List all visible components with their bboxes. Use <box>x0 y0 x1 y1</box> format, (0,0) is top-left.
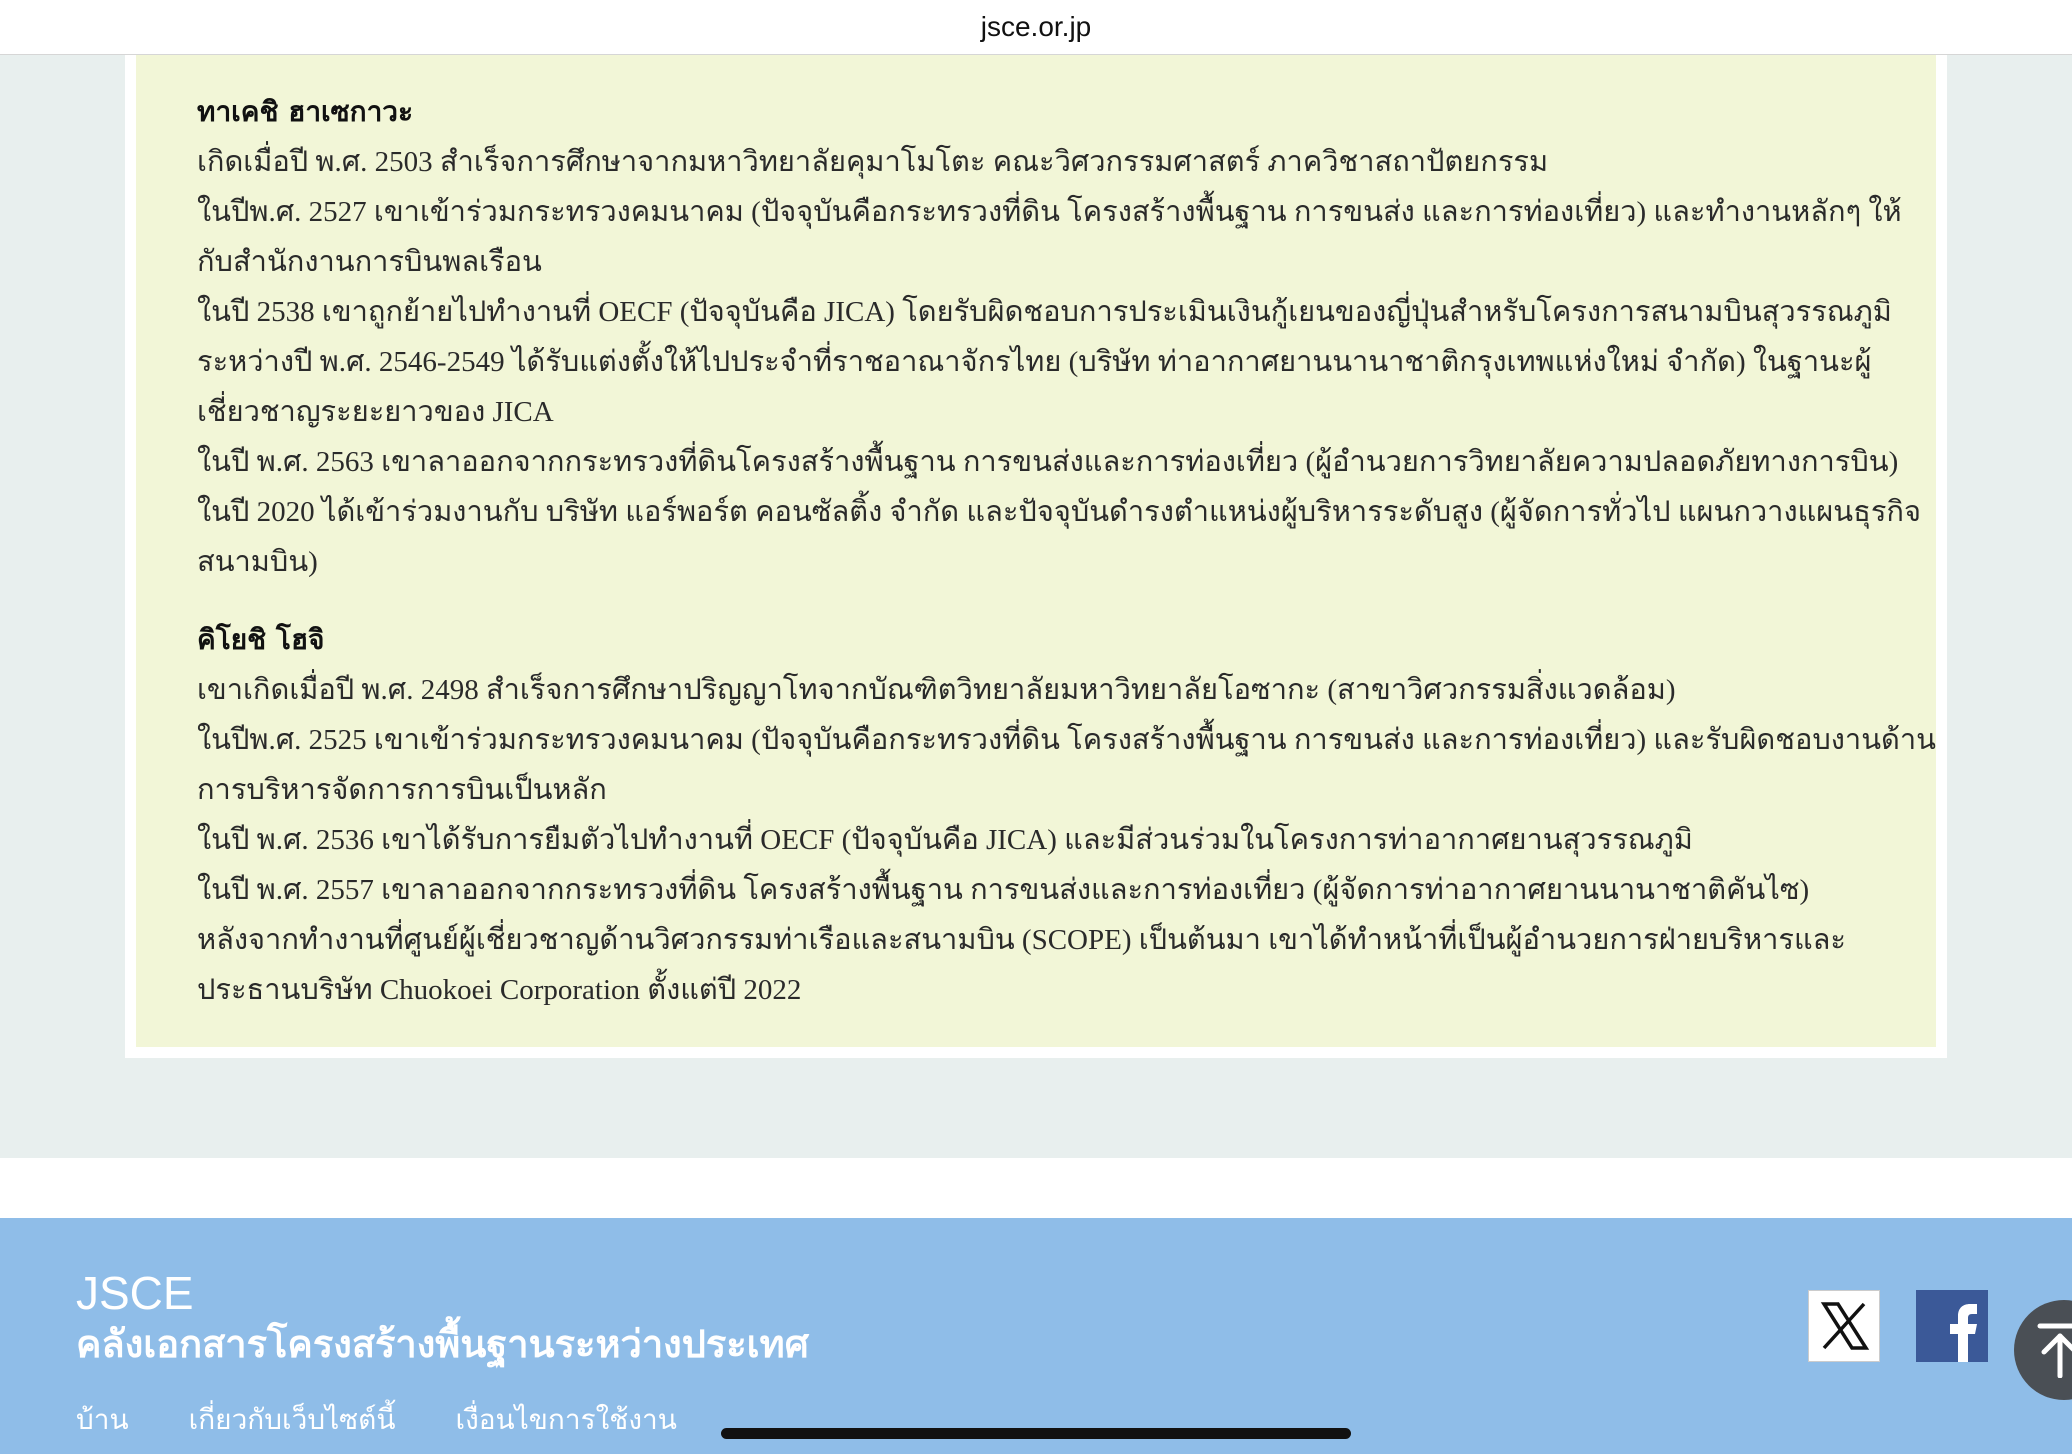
bio-line: การบริหารจัดการการบินเป็นหลัก <box>197 774 607 806</box>
profile-name: ทาเคชิ ฮาเซกาวะ <box>197 95 414 128</box>
back-to-top-button[interactable] <box>2014 1300 2072 1400</box>
bio-line: ในปี 2538 เขาถูกย้ายไปทำงานที่ OECF (ปัจจุบันคือ JICA) โดยรับผิดชอบการประเมินเงินกู้เยนของญี่ปุ่นสำหรับโครงการสนามบินสุวรรณภูมิ <box>197 296 1892 328</box>
bio-line: กับสำนักงานการบินพลเรือน <box>197 246 542 278</box>
bio-line: เกิดเมื่อปี พ.ศ. 2503 สำเร็จการศึกษาจากมหาวิทยาลัยคุมาโมโตะ คณะวิศวกรรมศาสตร์ ภาควิชาสถาปัตยกรรม <box>197 146 1549 178</box>
bio-line: ในปี 2020 ได้เข้าร่วมงานกับ บริษัท แอร์พอร์ต คอนซัลติ้ง จำกัด และปัจจุบันดำรงตำแหน่งผู้บริหารระดับสูง (ผู้จัดการทั่วไป แผนกวางแผนธุรกิจ <box>197 496 1921 528</box>
x-icon[interactable] <box>1808 1290 1880 1362</box>
bio-line: ในปี พ.ศ. 2536 เขาได้รับการยืมตัวไปทำงานที่ OECF (ปัจจุบันคือ JICA) และมีส่วนร่วมในโครงการท่าอากาศยานสุวรรณภูมิ <box>197 824 1693 856</box>
footer-link-home[interactable]: บ้าน <box>76 1403 129 1436</box>
content-area <box>0 55 2072 1158</box>
bio-line: เขาเกิดเมื่อปี พ.ศ. 2498 สำเร็จการศึกษาปริญญาโทจากบัณฑิตวิทยาลัยมหาวิทยาลัยโอซากะ (สาขาวิศวกรรมสิ่งแวดล้อม) <box>197 674 1676 706</box>
footer-brand[interactable]: JSCE <box>76 1267 194 1319</box>
section-spacer <box>0 1158 2072 1218</box>
browser-url-bar[interactable] <box>0 0 2072 55</box>
footer-subtitle[interactable]: คลังเอกสารโครงสร้างพื้นฐานระหว่างประเทศ <box>76 1322 809 1366</box>
footer-link-about[interactable]: เกี่ยวกับเว็บไซต์นี้ <box>188 1403 396 1436</box>
bio-line: สนามบิน) <box>197 546 318 578</box>
bio-line: ในปี พ.ศ. 2563 เขาลาออกจากกระทรวงที่ดินโครงสร้างพื้นฐาน การขนส่งและการท่องเที่ยว (ผู้อำนวยการวิทยาลัยความปลอดภัยทางการบิน) <box>197 446 1899 478</box>
footer-nav <box>76 1398 677 1442</box>
bio-line: เชี่ยวชาญระยะยาวของ JICA <box>197 396 554 428</box>
site-footer <box>0 1218 2072 1454</box>
profile-hoji <box>197 615 1936 1015</box>
profiles-card <box>125 55 1947 1058</box>
home-indicator[interactable] <box>721 1428 1351 1439</box>
profile-hasegawa <box>197 87 1936 587</box>
arrow-up-icon <box>2036 1322 2072 1378</box>
bio-line: ในปี พ.ศ. 2557 เขาลาออกจากกระทรวงที่ดิน โครงสร้างพื้นฐาน การขนส่งและการท่องเที่ยว (ผู้จัดการท่าอากาศยานนานาชาติคันไซ) <box>197 874 1810 906</box>
bio-line: ในปีพ.ศ. 2525 เขาเข้าร่วมกระทรวงคมนาคม (ปัจจุบันคือกระทรวงที่ดิน โครงสร้างพื้นฐาน การขนส่ง และการท่องเที่ยว) และรับผิดชอบงานด้าน <box>197 724 1936 756</box>
profiles-card-body <box>136 55 1936 1047</box>
bio-line: ในปีพ.ศ. 2527 เขาเข้าร่วมกระทรวงคมนาคม (ปัจจุบันคือกระทรวงที่ดิน โครงสร้างพื้นฐาน การขนส่ง และการท่องเที่ยว) และทำงานหลักๆ ให้ <box>197 196 1902 228</box>
profile-name: คิโยชิ โฮจิ <box>197 623 325 656</box>
bio-line: หลังจากทำงานที่ศูนย์ผู้เชี่ยวชาญด้านวิศวกรรมท่าเรือและสนามบิน (SCOPE) เป็นต้นมา เขาได้ทำหน้าที่เป็นผู้อำนวยการฝ่ายบริหารและ <box>197 924 1847 956</box>
footer-link-terms[interactable]: เงื่อนไขการใช้งาน <box>455 1403 677 1436</box>
bio-line: ระหว่างปี พ.ศ. 2546-2549 ได้รับแต่งตั้งให้ไปประจำที่ราชอาณาจักรไทย (บริษัท ท่าอากาศยานนานาชาติกรุงเทพแห่งใหม่ จำกัด) ในฐานะผู้ <box>197 346 1872 378</box>
facebook-icon[interactable] <box>1916 1290 1988 1362</box>
url-text: jsce.or.jp <box>980 11 1092 42</box>
bio-line: ประธานบริษัท Chuokoei Corporation ตั้งแต่ปี 2022 <box>197 974 802 1006</box>
